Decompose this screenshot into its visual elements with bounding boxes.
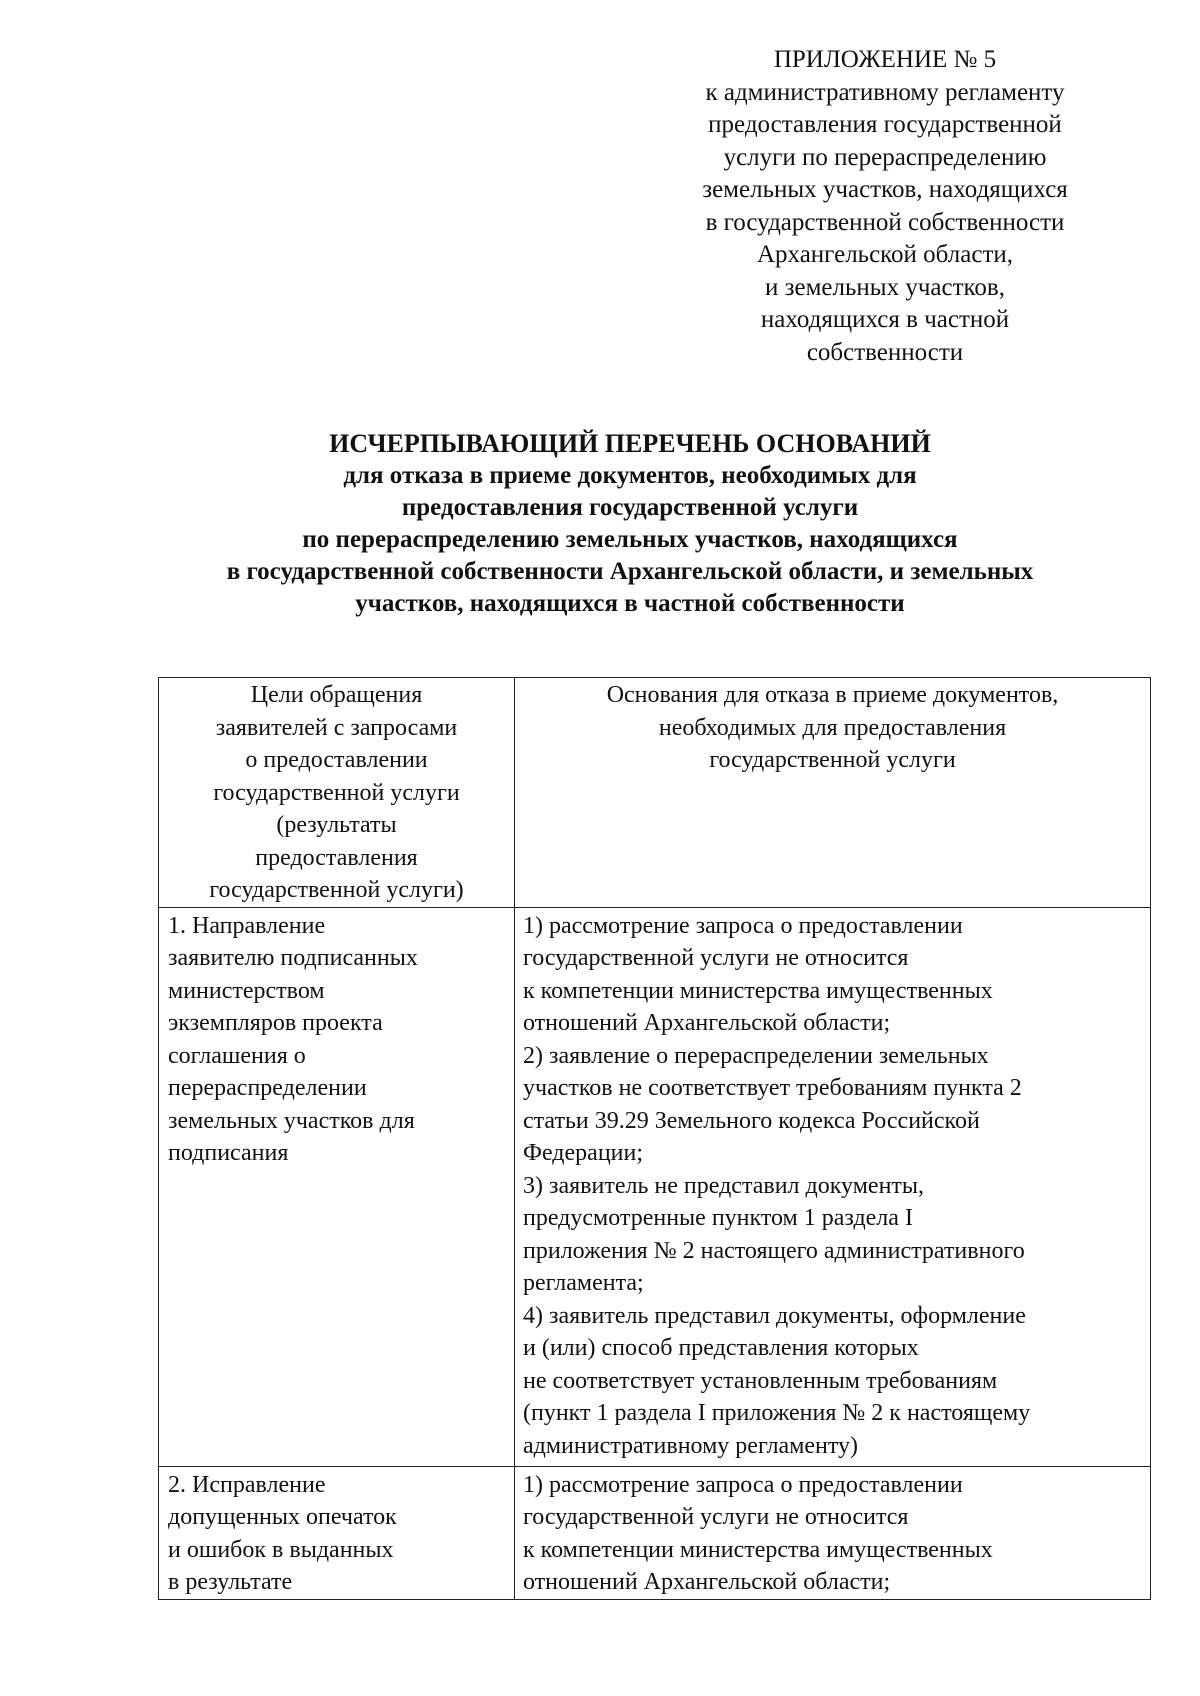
grounds-line: к компетенции министерства имущественных — [523, 1536, 993, 1563]
header-goals-line: государственной услуги) — [209, 877, 464, 903]
grounds-line: отношений Архангельской области; — [523, 1010, 891, 1036]
grounds-line: предусмотренные пунктом 1 раздела I — [523, 1205, 913, 1231]
header-goals-line: Цели обращения — [250, 682, 423, 708]
document-subtitle-line: по перераспределению земельных участков, находящихся — [302, 526, 958, 553]
goal-line: экземпляров проекта — [168, 1010, 383, 1036]
document-subtitle-line: участков, находящихся в частной собственности — [355, 590, 905, 617]
grounds-line: и (или) способ представления которых — [523, 1335, 919, 1361]
grounds-line: государственной услуги не относится — [523, 1504, 909, 1530]
header-grounds-line: государственной услуги — [709, 747, 956, 773]
grounds-line: к компетенции министерства имущественных — [523, 977, 993, 1004]
grounds-line: 1) рассмотрение запроса о предоставлении — [523, 912, 963, 939]
goal-line: и ошибок в выданных — [168, 1536, 394, 1563]
goal-line: земельных участков для — [168, 1107, 415, 1134]
appendix-line: и земельных участков, — [765, 273, 1005, 301]
grounds-line: отношений Архангельской области; — [523, 1569, 891, 1595]
appendix-line: земельных участков, находящихся — [702, 176, 1068, 203]
header-goals-cell — [159, 678, 515, 908]
goal-line: подписания — [168, 1140, 289, 1166]
grounds-line: Федерации; — [523, 1140, 644, 1166]
appendix-line: находящихся в частной — [760, 306, 1010, 333]
appendix-line: к административному регламенту — [705, 78, 1065, 106]
header-grounds-line: Основания для отказа в приеме документов, — [606, 682, 1059, 708]
header-goals-line: предоставления — [255, 844, 418, 871]
grounds-table — [158, 677, 1151, 1600]
goal-line: соглашения о — [168, 1042, 306, 1069]
grounds-line: статьи 39.29 Земельного кодекса Российской — [523, 1107, 980, 1134]
header-goals-line: о предоставлении — [245, 747, 428, 773]
header-grounds-cell — [515, 678, 1151, 908]
table-row — [159, 907, 1151, 1466]
grounds-line: участков не соответствует требованиям пункта 2 — [523, 1075, 1022, 1101]
grounds-line: приложения № 2 настоящего административного — [523, 1237, 1025, 1264]
grounds-cell — [515, 1466, 1151, 1599]
document-heading — [150, 428, 1110, 620]
header-goals-line: заявителей с запросами — [215, 714, 458, 741]
table-row — [159, 1466, 1151, 1599]
grounds-line: административному регламенту) — [523, 1432, 859, 1459]
goal-line: заявителю подписанных — [168, 945, 418, 971]
goal-line: в результате — [168, 1569, 293, 1595]
document-title: ИСЧЕРПЫВАЮЩИЙ ПЕРЕЧЕНЬ ОСНОВАНИЙ — [329, 429, 931, 458]
goal-line: 2. Исправление — [168, 1471, 326, 1498]
grounds-cell — [515, 907, 1151, 1466]
appendix-line: собственности — [806, 338, 964, 366]
appendix-number: ПРИЛОЖЕНИЕ № 5 — [773, 46, 997, 73]
goal-cell — [159, 1466, 515, 1599]
grounds-line: (пункт 1 раздела I приложения № 2 к настоящему — [523, 1400, 1031, 1426]
goal-cell — [159, 907, 515, 1466]
grounds-line: регламента; — [523, 1270, 644, 1296]
appendix-block — [660, 44, 1110, 369]
grounds-line: 2) заявление о перераспределении земельных — [523, 1042, 989, 1069]
grounds-line: государственной услуги не относится — [523, 945, 909, 971]
grounds-line: 3) заявитель не представил документы, — [523, 1172, 925, 1199]
table-header-row — [159, 678, 1151, 908]
header-goals-line: (результаты — [276, 812, 397, 838]
grounds-line: 4) заявитель представил документы, оформление — [523, 1302, 1026, 1329]
grounds-line: не соответствует установленным требованиям — [523, 1367, 998, 1394]
goal-line: перераспределении — [168, 1075, 367, 1101]
header-grounds-line: необходимых для предоставления — [658, 714, 1007, 741]
appendix-line: в государственной собственности — [705, 208, 1065, 236]
header-goals-line: государственной услуги — [213, 779, 460, 806]
document-subtitle-line: предоставления государственной услуги — [401, 494, 859, 521]
document-subtitle-line: для отказа в приеме документов, необходимых для — [343, 462, 917, 489]
goal-line: допущенных опечаток — [168, 1504, 397, 1530]
appendix-line: предоставления государственной — [708, 111, 1062, 138]
appendix-line: услуги по перераспределению — [723, 143, 1047, 171]
appendix-line: Архангельской области, — [756, 241, 1014, 268]
goal-line: министерством — [168, 977, 325, 1004]
goal-line: 1. Направление — [168, 912, 326, 939]
document-subtitle-line: в государственной собственности Архангельской области, и земельных — [226, 558, 1034, 585]
grounds-line: 1) рассмотрение запроса о предоставлении — [523, 1471, 963, 1498]
